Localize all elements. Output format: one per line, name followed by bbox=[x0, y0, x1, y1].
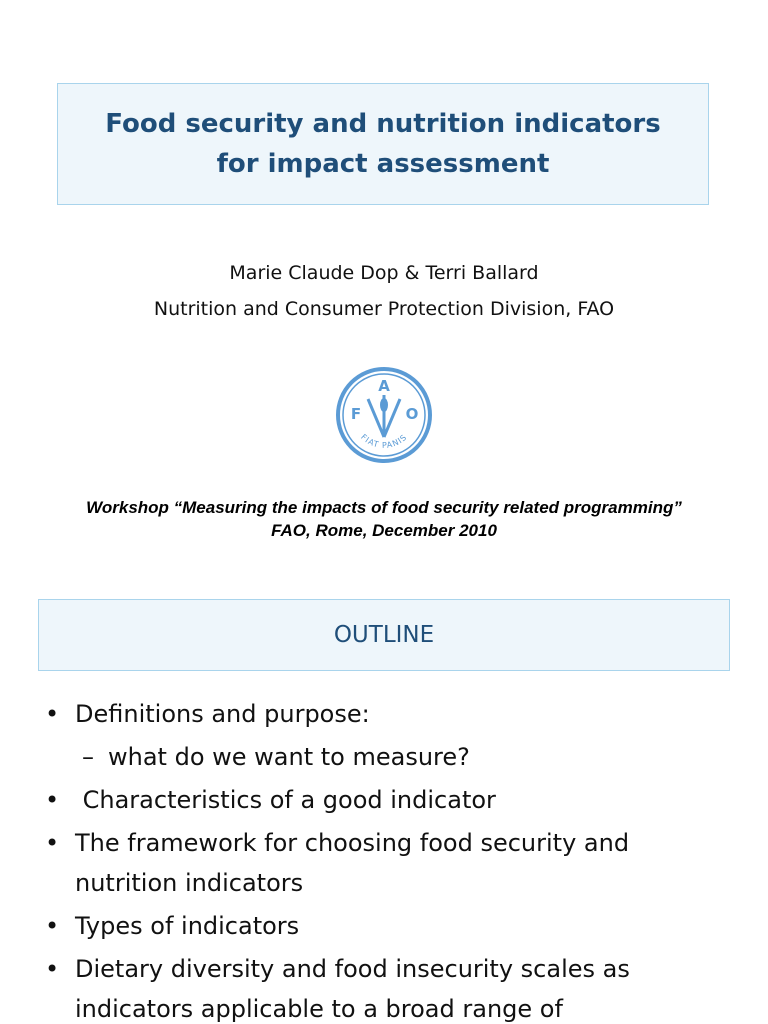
outline-bullet-list bbox=[45, 694, 735, 1024]
svg-text:FIAT PANIS: FIAT PANIS bbox=[359, 432, 409, 450]
list-item bbox=[45, 694, 735, 734]
list-item-text: Definitions and purpose: bbox=[75, 700, 370, 728]
list-item bbox=[45, 949, 735, 1024]
list-sub-item bbox=[45, 737, 735, 777]
list-item-text: Dietary diversity and food insecurity scales as indicators applicable to a broad range of bbox=[75, 955, 630, 1023]
author-names: Marie Claude Dop & Terri Ballard bbox=[229, 262, 539, 284]
list-item-text: The framework for choosing food security and nutrition indicators bbox=[75, 829, 630, 897]
list-item-text: Types of indicators bbox=[75, 912, 300, 940]
svg-text:A: A bbox=[378, 377, 390, 395]
outline-heading-box bbox=[38, 599, 730, 671]
list-item-text: Characteristics of a good indicator bbox=[75, 786, 496, 814]
list-item bbox=[45, 906, 735, 946]
sub-bullet-dash: – bbox=[82, 743, 94, 771]
bullet-dot: • bbox=[45, 786, 60, 814]
bullet-dot: • bbox=[45, 700, 60, 728]
list-item bbox=[45, 823, 735, 903]
author-affiliation: Nutrition and Consumer Protection Division, FAO bbox=[153, 298, 615, 320]
svg-text:O: O bbox=[405, 405, 419, 423]
workshop-location-date: FAO, Rome, December 2010 bbox=[271, 521, 497, 540]
slide-title: Food security and nutrition indicators for impact assessment bbox=[105, 109, 661, 179]
bullet-dot: • bbox=[45, 955, 60, 983]
workshop-title: Workshop “Measuring the impacts of food security related programming” bbox=[86, 498, 682, 517]
fao-logo-icon bbox=[334, 365, 434, 465]
title-box bbox=[57, 83, 709, 205]
bullet-dot: • bbox=[45, 912, 60, 940]
bullet-dot: • bbox=[45, 829, 60, 857]
outline-heading: OUTLINE bbox=[333, 622, 435, 648]
svg-text:F: F bbox=[350, 405, 362, 423]
list-item bbox=[45, 780, 735, 820]
workshop-info bbox=[0, 496, 768, 542]
authors-block bbox=[0, 255, 768, 327]
list-item-text: what do we want to measure? bbox=[108, 743, 470, 771]
